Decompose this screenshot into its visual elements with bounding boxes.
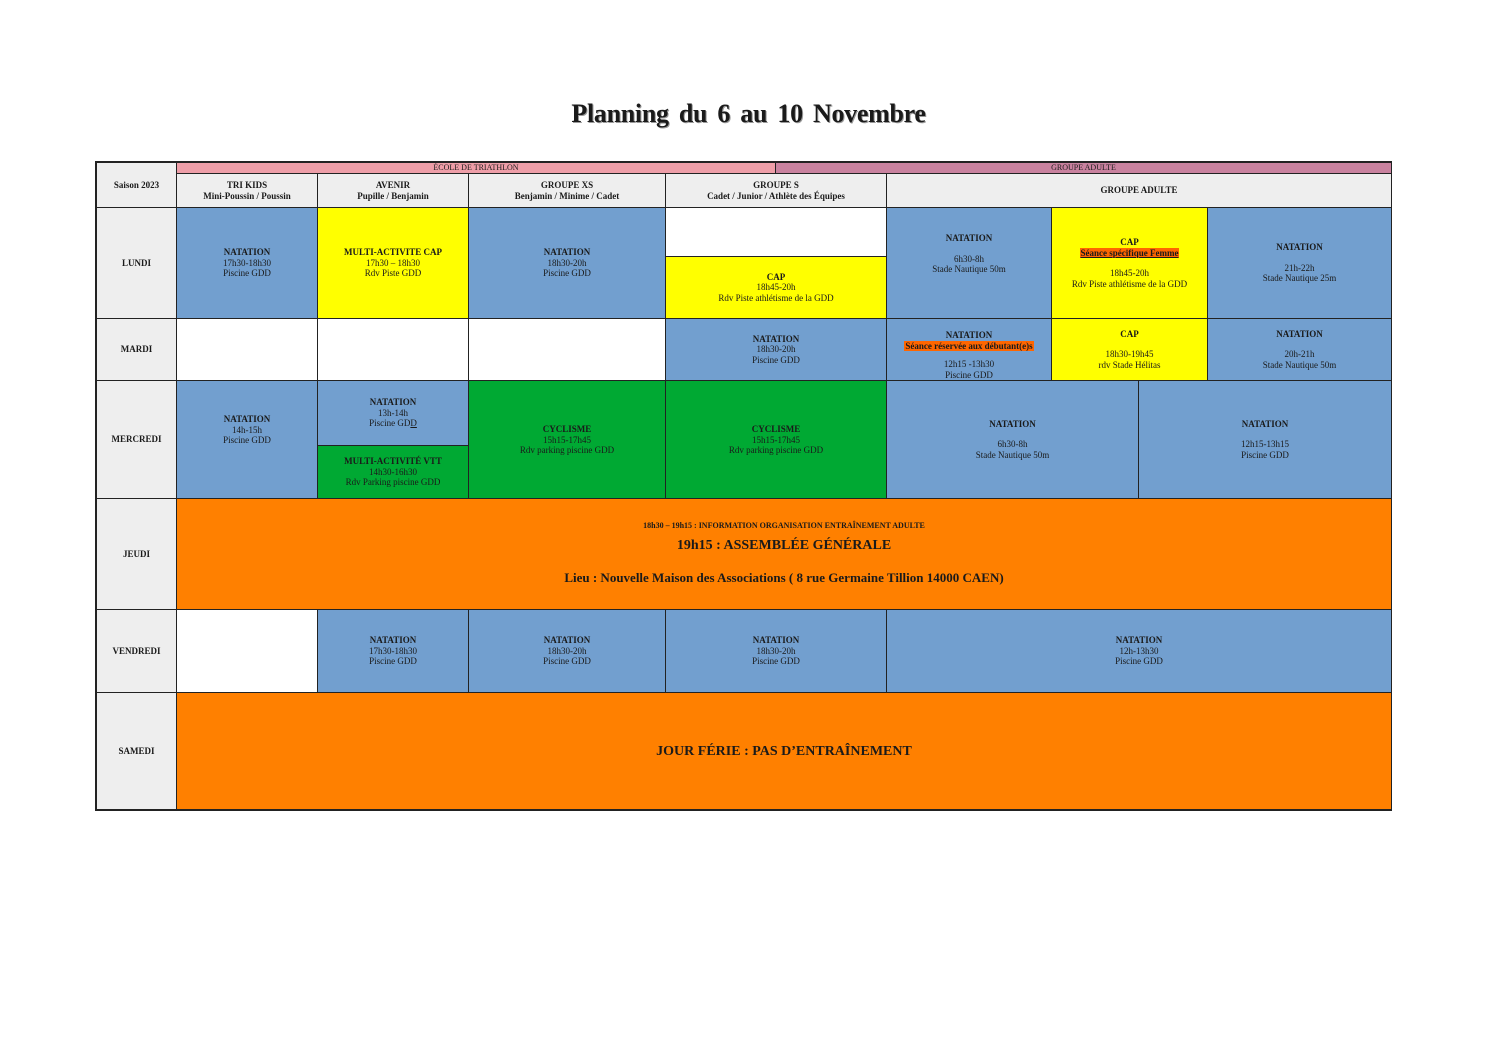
session-title: NATATION	[223, 414, 271, 424]
lundi-adulte-cap	[1051, 207, 1208, 319]
vendredi-trikids-empty	[176, 609, 318, 693]
session-title: NATATION	[989, 418, 1036, 429]
session-place: Piscine GDD	[369, 656, 417, 667]
season-cell	[96, 162, 177, 208]
lundi-s-empty	[665, 207, 887, 257]
session-place: Piscine GDD	[543, 656, 591, 667]
session-place: Rdv Parking piscine GDD	[345, 477, 441, 488]
schedule-table	[95, 161, 1392, 811]
lundi-adulte-natation-1	[886, 207, 1052, 319]
session-title: NATATION	[1276, 328, 1323, 339]
mercredi-s-cyclisme	[665, 380, 887, 499]
vendredi-avenir-session	[317, 609, 469, 693]
session-time: 6h30-8h	[997, 439, 1028, 450]
session-title: NATATION	[543, 635, 591, 646]
session-time: 15h15-17h45	[543, 434, 591, 445]
mercredi-trikids-session	[176, 380, 318, 499]
session-place: Stade Nautique 50m	[975, 449, 1050, 460]
session-time: 21h-22h	[1284, 262, 1315, 273]
session-time: 18h30-20h	[756, 344, 796, 355]
session-place: Piscine GDD	[1241, 449, 1289, 460]
day-label: VENDREDI	[112, 645, 161, 656]
mercredi-adulte-natation-1	[886, 380, 1139, 499]
day-jeudi	[96, 498, 177, 610]
session-place: Piscine GDD	[223, 268, 271, 279]
session-title: CYCLISME	[542, 424, 592, 434]
groupe-adulte-band-label: GROUPE ADULTE	[1051, 162, 1116, 172]
session-time: 18h45-20h	[1110, 268, 1149, 278]
session-title: NATATION	[752, 635, 800, 646]
session-place: Piscine GDD	[752, 656, 800, 667]
session-time: 17h30 – 18h30	[366, 257, 420, 268]
lundi-trikids-session	[176, 207, 318, 319]
day-label: MARDI	[120, 344, 153, 355]
session-place-main: Piscine GD	[369, 418, 411, 429]
mardi-adulte-natation-2	[1207, 318, 1392, 381]
day-mardi	[96, 318, 177, 381]
mardi-s-session	[665, 318, 887, 381]
mardi-avenir-empty	[317, 318, 469, 381]
lundi-adulte-natation-2	[1207, 207, 1392, 319]
jeudi-lieu: Lieu : Nouvelle Maison des Associations ( 8 rue Germaine Tillion 14000 CAEN)	[564, 570, 1004, 585]
session-title: NATATION	[752, 333, 800, 344]
session-title: NATATION	[223, 247, 271, 258]
session-place: Piscine GDD	[543, 268, 591, 279]
mercredi-avenir-natation	[317, 380, 469, 446]
session-time: 6h30-8h	[954, 253, 984, 264]
session-time: 12h15-13h15	[1241, 439, 1289, 450]
jeudi-assemblee	[176, 498, 1392, 610]
col-sub: Benjamin / Minime / Cadet	[514, 190, 620, 201]
session-place: Stade Nautique 50m	[1262, 359, 1337, 370]
mardi-xs-empty	[468, 318, 666, 381]
jeudi-info: 18h30 – 19h15 : INFORMATION ORGANISATION ENTRAÎNEMENT ADULTE	[643, 521, 925, 530]
session-title: NATATION	[369, 397, 417, 408]
session-title: NATATION	[1115, 635, 1163, 646]
col-header-xs	[468, 173, 666, 208]
samedi-text: JOUR FÉRIE : PAS D’ENTRAÎNEMENT	[656, 744, 912, 759]
vendredi-adulte-session	[886, 609, 1392, 693]
session-place: Rdv parking piscine GDD	[728, 445, 824, 455]
day-label: LUNDI	[121, 257, 151, 268]
session-title: CAP	[766, 271, 786, 282]
session-time: 18h30-19h45	[1105, 349, 1154, 360]
session-place: Rdv Piste GDD	[364, 268, 422, 279]
session-time: 18h30-20h	[547, 645, 587, 656]
session-time: 18h30-20h	[756, 645, 796, 656]
col-header-s	[665, 173, 887, 208]
session-time: 14h30-16h30	[369, 466, 417, 477]
session-place: Rdv Piste athlétisme de la GDD	[1071, 278, 1188, 289]
col-header-avenir	[317, 173, 469, 208]
session-time: 18h45-20h	[756, 282, 796, 293]
session-title: MULTI-ACTIVITÉ VTT	[344, 456, 442, 467]
col-name: AVENIR	[375, 180, 411, 190]
session-place: rdv Stade Hélitas	[1098, 359, 1161, 370]
session-time: 17h30-18h30	[369, 645, 417, 656]
session-place: Piscine GDD	[1115, 656, 1163, 667]
mercredi-xs-cyclisme	[468, 380, 666, 499]
session-place: Piscine GDD	[223, 435, 271, 445]
day-label: JEUDI	[122, 548, 150, 559]
col-sub: Mini-Poussin / Poussin	[203, 190, 291, 201]
session-place-underlined: D	[410, 418, 417, 429]
session-title: NATATION	[543, 247, 591, 258]
ecole-label: ÉCOLE DE TRIATHLON	[433, 162, 519, 172]
day-label: SAMEDI	[118, 745, 155, 756]
day-mercredi	[96, 380, 177, 499]
session-time: 20h-21h	[1284, 349, 1315, 360]
mardi-adulte-natation-1	[886, 318, 1052, 381]
session-time: 17h30-18h30	[223, 257, 271, 268]
session-place: Stade Nautique 25m	[1262, 273, 1337, 284]
col-sub: Cadet / Junior / Athlète des Équipes	[707, 190, 845, 201]
session-title: CAP	[1120, 328, 1139, 339]
col-name: GROUPE ADULTE	[1100, 185, 1178, 196]
session-note: Séance spécifique Femme	[1080, 247, 1179, 258]
session-place: Rdv Piste athlétisme de la GDD	[718, 292, 834, 303]
session-title: MULTI-ACTIVITE CAP	[344, 247, 442, 258]
day-label: MERCREDI	[111, 434, 162, 445]
session-title: NATATION	[945, 330, 993, 340]
mardi-trikids-empty	[176, 318, 318, 381]
col-name: GROUPE S	[753, 180, 799, 190]
jeudi-ag: 19h15 : ASSEMBLÉE GÉNÉRALE	[676, 538, 892, 553]
mardi-adulte-cap	[1051, 318, 1208, 381]
session-time: 12h-13h30	[1119, 645, 1159, 656]
session-title: CYCLISME	[751, 424, 801, 434]
mercredi-avenir-vtt	[317, 445, 469, 499]
lundi-s-cap-session	[665, 256, 887, 319]
lundi-xs-session	[468, 207, 666, 319]
session-place: Piscine GDD	[945, 369, 993, 380]
vendredi-xs-session	[468, 609, 666, 693]
session-place: Stade Nautique 50m	[932, 264, 1006, 274]
col-sub: Pupille / Benjamin	[357, 190, 429, 201]
mercredi-adulte-natation-2	[1138, 380, 1392, 499]
page-title: Planning du 6 au 10 Novembre	[571, 99, 926, 128]
col-header-adulte	[886, 173, 1392, 208]
season-label: Saison 2023	[113, 179, 160, 190]
session-time: 12h15 -13h30	[943, 359, 995, 369]
session-title: CAP	[1120, 237, 1139, 247]
col-name: TRI KIDS	[226, 180, 268, 190]
session-title: NATATION	[1241, 418, 1289, 429]
col-name: GROUPE XS	[540, 180, 594, 190]
session-place	[369, 418, 417, 429]
day-samedi	[96, 692, 177, 810]
lundi-avenir-session	[317, 207, 469, 319]
session-title: NATATION	[945, 233, 993, 243]
session-time: 13h-14h	[378, 407, 408, 418]
day-lundi	[96, 207, 177, 319]
col-header-trikids	[176, 173, 318, 208]
samedi-jour-ferie	[176, 692, 1392, 810]
session-time: 15h15-17h45	[752, 434, 800, 445]
vendredi-s-session	[665, 609, 887, 693]
session-title: NATATION	[1276, 242, 1323, 253]
session-title: NATATION	[369, 635, 417, 646]
day-vendredi	[96, 609, 177, 693]
session-note: Séance réservée aux débutant(e)s	[905, 340, 1033, 351]
session-place: Rdv parking piscine GDD	[519, 445, 615, 455]
session-place: Piscine GDD	[752, 354, 800, 365]
session-time: 18h30-20h	[547, 257, 587, 268]
session-time: 14h-15h	[232, 424, 262, 435]
